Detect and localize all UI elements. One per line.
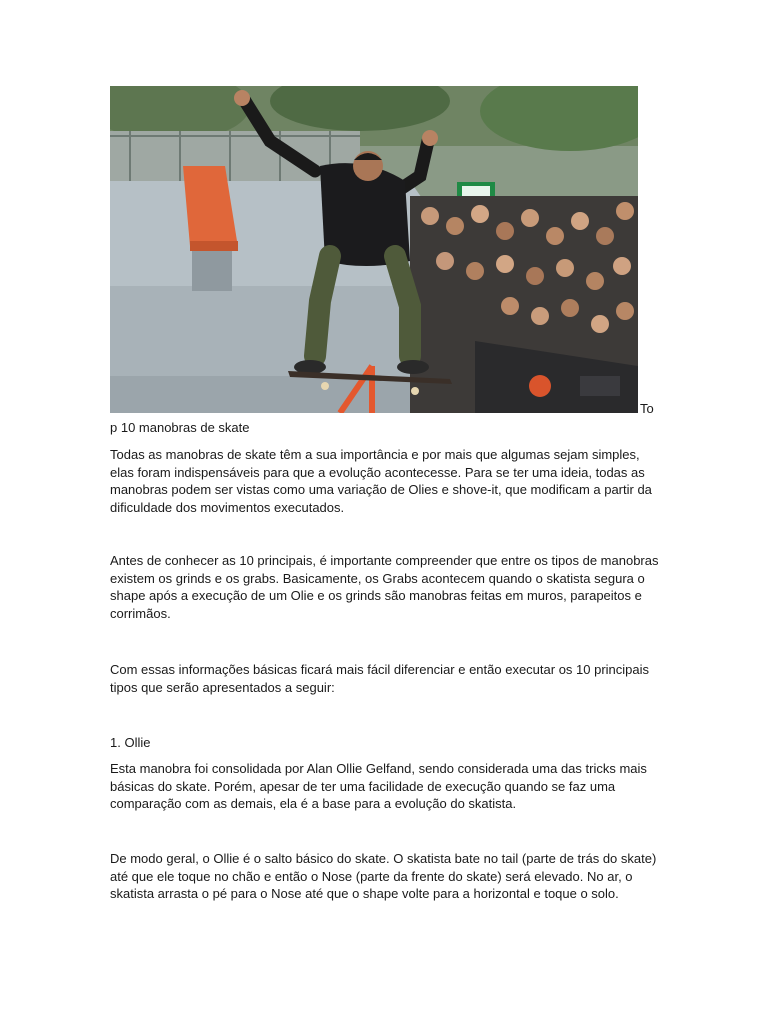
paragraph-ollie-origin: Esta manobra foi consolidada por Alan Ollie Gelfand, sendo considerada uma das tricks mais básicas do skate. Porém, apesar de ter uma facilidade de execução quando se faz uma comparação com as demais, ela é a base para a evolução do skatista. xyxy=(110,761,647,812)
section-heading-ollie: 1. Ollie xyxy=(110,735,151,750)
document-title: p 10 manobras de skate xyxy=(110,420,250,435)
paragraph-ollie-technique: De modo geral, o Ollie é o salto básico do skate. O skatista bate no tail (parte de trás do skate) até que ele toque no chão e então o Nose (parte da frente do skate) será elevado. No ar, o skatista arrasta o pé para o Nose até que o shape volte para a horizontal e toque o solo. xyxy=(110,851,657,902)
skateboarder-photo xyxy=(110,86,638,413)
skateboarder-illustration xyxy=(110,86,638,413)
title-fragment-start: To xyxy=(640,401,654,416)
paragraph-intro: Todas as manobras de skate têm a sua importância e por mais que algumas sejam simples, elas foram indispensáveis para que a evolução acontecesse. Para se ter uma ideia, todas as manobras podem ser vistas como uma variação de Olies e shove-it, que modificam a partir da dificuldade dos movimentos executados. xyxy=(110,447,652,515)
paragraph-grinds-grabs: Antes de conhecer as 10 principais, é importante compreender que entre os tipos de manobras existem os grinds e os grabs. Basicamente, os Grabs acontecem quando o skatista segura o shape após a execução de um Olie e os grinds são manobras feitas em muros, parapeitos e corrimãos. xyxy=(110,553,659,621)
paragraph-info: Com essas informações básicas ficará mais fácil diferenciar e então executar os 10 principais tipos que serão apresentados a seguir: xyxy=(110,662,650,695)
